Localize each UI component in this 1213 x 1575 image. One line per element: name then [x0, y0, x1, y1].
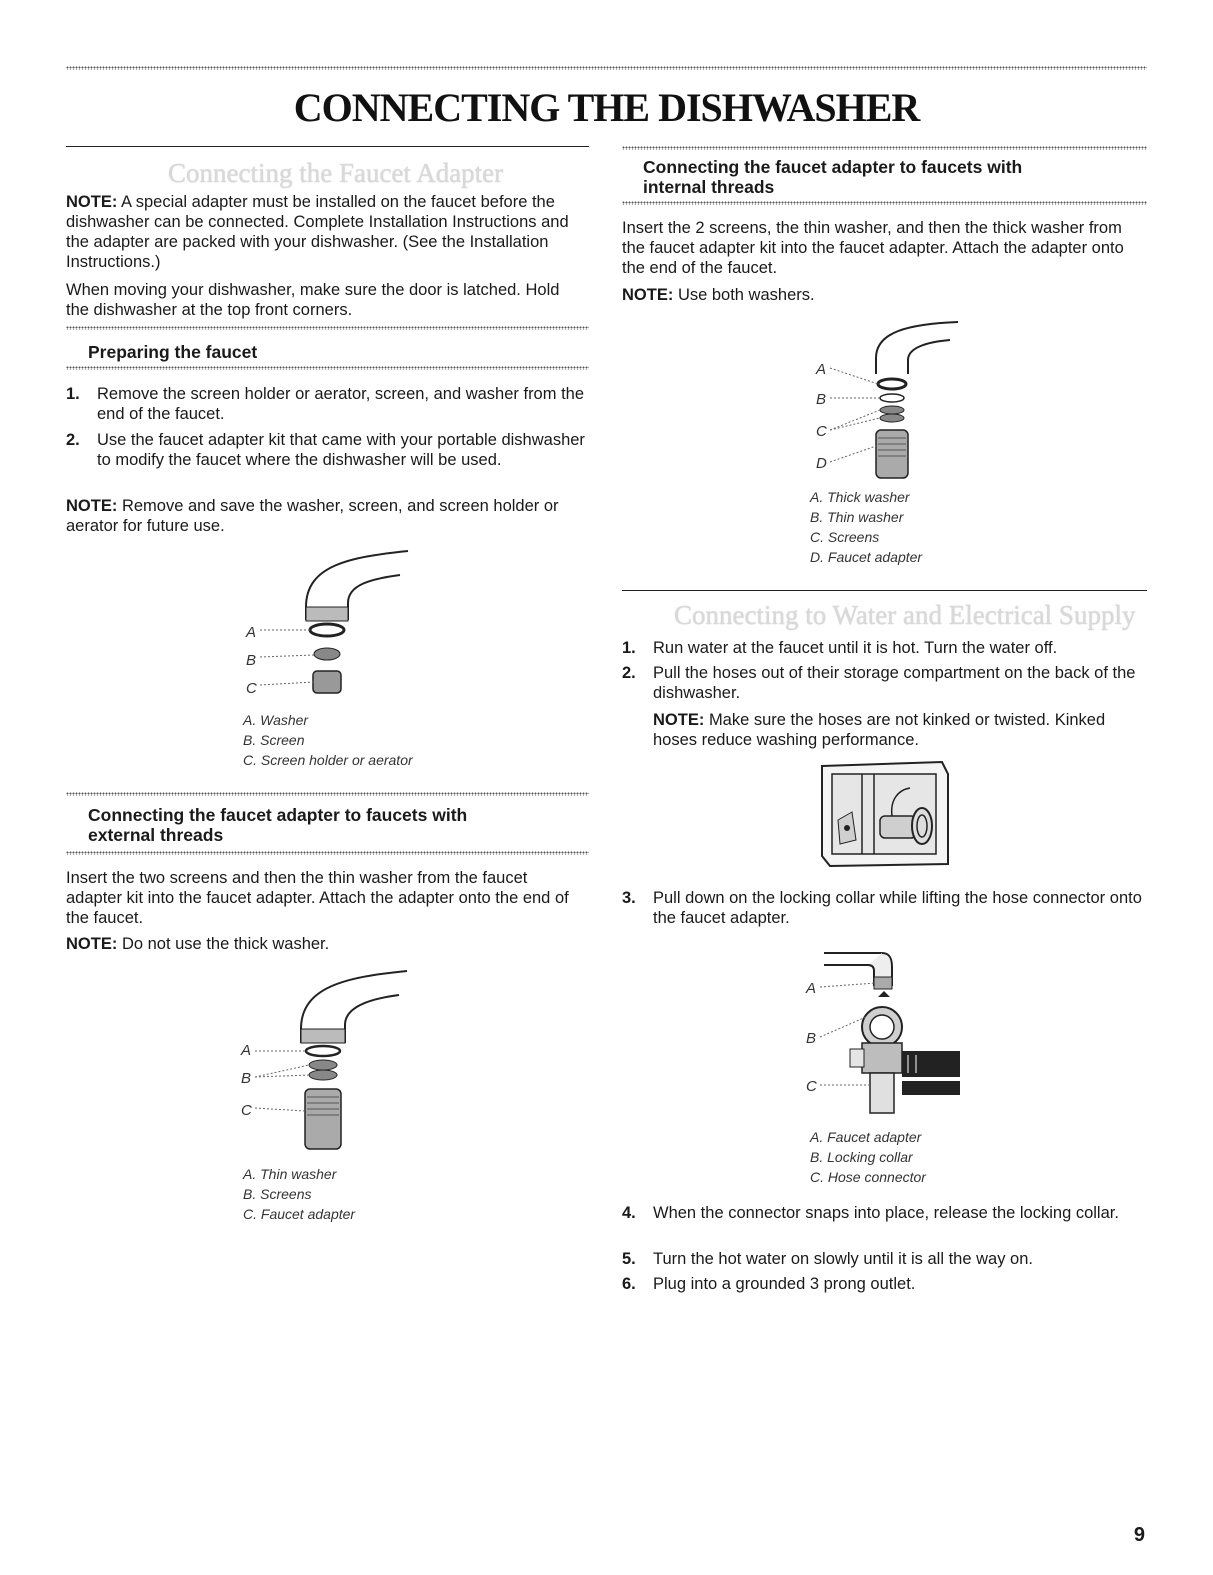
section-title-water-electrical: Connecting to Water and Electrical Supply: [674, 600, 1136, 630]
dotted-rule: [622, 201, 1147, 205]
note-text: A special adapter must be installed on the faucet before the dishwasher can be connected. Complete Installation Instructions and the adapter are packed with your dishwasher. (See the Installation Instructions.): [66, 193, 569, 271]
caption-line: A. Washer: [243, 712, 309, 728]
internal-threads-text: Insert the 2 screens, the thin washer, and then the thick washer from the faucet adapter kit into the faucet adapter. Attach the adapter onto the end of the faucet.: [622, 219, 1124, 277]
list-item: [622, 1274, 1147, 1294]
dotted-rule: [66, 326, 589, 330]
fig-label-b: B: [246, 652, 257, 669]
caption-line: A. Thin washer: [243, 1166, 337, 1182]
left-section-rule: [66, 146, 589, 147]
note-text: Use both washers.: [677, 286, 815, 304]
figure-hose-connector: [798, 945, 968, 1125]
step-number: 4.: [622, 1204, 636, 1222]
caption-line: B. Thin washer: [810, 509, 904, 525]
fig-label-a: A: [246, 624, 257, 641]
fig-label-c: C: [241, 1102, 252, 1119]
fig-label-b: B: [816, 391, 827, 408]
subheading-internal-threads: [643, 157, 1022, 197]
caption-line: B. Locking collar: [810, 1149, 913, 1165]
figure-internal-threads: [808, 318, 968, 483]
list-item: [622, 1249, 1147, 1269]
caption-line: A. Thick washer: [810, 489, 910, 505]
list-item: [622, 663, 1147, 703]
step-text: Pull down on the locking collar while lifting the hose connector onto the faucet adapter.: [653, 889, 1142, 927]
step-text: Remove the screen holder or aerator, screen, and washer from the end of the faucet.: [97, 385, 584, 423]
step-number: 1.: [622, 639, 636, 657]
caption-line: A. Faucet adapter: [810, 1129, 922, 1145]
caption-line: C. Faucet adapter: [243, 1206, 356, 1222]
heading-line: Connecting the faucet adapter to faucets with: [643, 157, 1023, 177]
caption-line: B. Screens: [243, 1186, 312, 1202]
list-item: [66, 384, 586, 424]
fig-label-c: C: [816, 423, 827, 440]
step-text: Use the faucet adapter kit that came with your portable dishwasher to modify the faucet where the dishwasher will be used.: [97, 431, 585, 469]
dotted-rule: [622, 146, 1147, 150]
dotted-rule: [66, 792, 589, 796]
figure-caption: [243, 710, 413, 770]
note-hoses: [653, 710, 1147, 750]
heading-line: external threads: [88, 825, 224, 845]
figure-hose-compartment: [818, 760, 953, 872]
step-number: 6.: [622, 1275, 636, 1293]
list-item: [622, 638, 1147, 658]
fig-label-a: A: [816, 361, 827, 378]
step-text: Pull the hoses out of their storage compartment on the back of the dishwasher.: [653, 664, 1136, 702]
step-text: When the connector snaps into place, release the locking collar.: [653, 1204, 1119, 1222]
moving-instructions: When moving your dishwasher, make sure the door is latched. Hold the dishwasher at the top front corners.: [66, 281, 560, 319]
figure-external-threads: [235, 965, 420, 1165]
subheading-preparing-faucet: Preparing the faucet: [88, 342, 258, 362]
step-number: 3.: [622, 889, 636, 907]
step-number: 5.: [622, 1250, 636, 1268]
dotted-rule: [66, 851, 589, 855]
fig-label-c: C: [806, 1078, 817, 1095]
fig-label-d: D: [816, 455, 827, 472]
step-number: 2.: [622, 664, 636, 682]
caption-line: D. Faucet adapter: [810, 549, 923, 565]
right-section-rule: [622, 590, 1147, 591]
note-label: NOTE:: [66, 497, 118, 515]
note-text: Do not use the thick washer.: [121, 935, 330, 953]
note-label: NOTE:: [653, 711, 705, 729]
list-item: [66, 430, 586, 490]
fig-label-c: C: [246, 680, 257, 697]
note-text: Remove and save the washer, screen, and screen holder or aerator for future use.: [66, 497, 559, 535]
note-special-adapter: [66, 192, 586, 272]
figure-caption: [810, 487, 922, 567]
caption-line: C. Hose connector: [810, 1169, 926, 1185]
top-dotted-rule: [66, 66, 1147, 70]
note-thick-washer: [66, 934, 586, 954]
page-title: CONNECTING THE DISHWASHER: [293, 85, 920, 130]
fig-label-b: B: [241, 1070, 252, 1087]
step-text: Run water at the faucet until it is hot. Turn the water off.: [653, 639, 1058, 657]
figure-caption: [243, 1164, 355, 1224]
figure-faucet-parts: [240, 545, 420, 715]
caption-line: B. Screen: [243, 732, 305, 748]
note-both-washers: [622, 285, 1142, 305]
heading-line: internal threads: [643, 177, 775, 197]
step-text: Turn the hot water on slowly until it is all the way on.: [653, 1250, 1033, 1268]
note-save-parts: [66, 496, 586, 536]
caption-line: C. Screen holder or aerator: [243, 752, 413, 768]
list-item: [622, 1203, 1147, 1243]
section-title-faucet-adapter: Connecting the Faucet Adapter: [168, 158, 504, 188]
page-number: 9: [1133, 1524, 1145, 1546]
note-text: Make sure the hoses are not kinked or twisted. Kinked hoses reduce washing performance.: [653, 711, 1106, 749]
dotted-rule: [66, 366, 589, 370]
figure-caption: [810, 1127, 926, 1187]
note-label: NOTE:: [66, 193, 118, 211]
fig-label-b: B: [806, 1030, 817, 1047]
step-number: 1.: [66, 385, 80, 403]
fig-label-a: A: [806, 980, 817, 997]
caption-line: C. Screens: [810, 529, 880, 545]
note-label: NOTE:: [66, 935, 118, 953]
list-item: [622, 888, 1147, 928]
fig-label-a: A: [241, 1042, 252, 1059]
note-label: NOTE:: [622, 286, 674, 304]
step-number: 2.: [66, 431, 80, 449]
heading-line: Connecting the faucet adapter to faucets with: [88, 805, 468, 825]
subheading-external-threads: [88, 805, 467, 845]
step-text: Plug into a grounded 3 prong outlet.: [653, 1275, 916, 1293]
external-threads-text: Insert the two screens and then the thin washer from the faucet adapter kit into the faucet adapter. Attach the adapter onto the end of the faucet.: [66, 869, 569, 927]
